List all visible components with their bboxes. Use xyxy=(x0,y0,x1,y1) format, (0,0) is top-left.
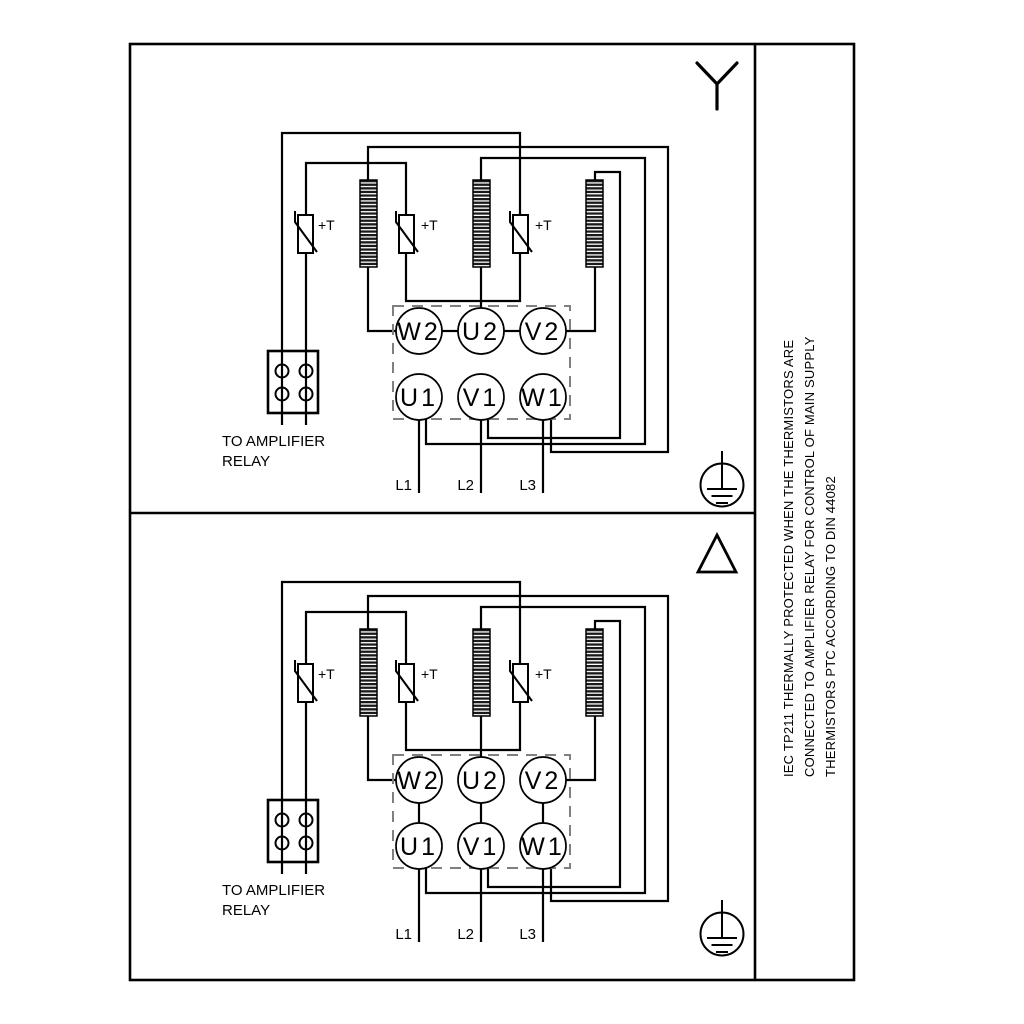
terminal-label-w2: W2 xyxy=(397,767,441,795)
relay-caption-line1: TO AMPLIFIER xyxy=(222,433,326,450)
supply-label-l3: L3 xyxy=(519,477,536,494)
relay-caption-line1: TO AMPLIFIER xyxy=(222,882,326,899)
thermistor-label: +T xyxy=(421,666,438,682)
terminal-label-w2: W2 xyxy=(397,318,441,346)
terminal-label-w1: W1 xyxy=(521,833,565,861)
thermistor-label: +T xyxy=(318,666,335,682)
supply-label-l3: L3 xyxy=(519,926,536,943)
terminal-label-u2: U2 xyxy=(462,318,500,346)
relay-caption-line2: RELAY xyxy=(222,902,271,919)
note-column xyxy=(781,336,838,777)
supply-label-l1: L1 xyxy=(395,926,412,943)
thermistor-label: +T xyxy=(421,217,438,233)
terminal-label-w1: W1 xyxy=(521,384,565,412)
terminal-label-u1: U1 xyxy=(400,833,438,861)
panel-star xyxy=(222,63,744,507)
delta-icon xyxy=(698,535,736,572)
star-icon xyxy=(697,63,737,109)
thermistor-label: +T xyxy=(535,666,552,682)
terminal-label-u2: U2 xyxy=(462,767,500,795)
terminal-label-u1: U1 xyxy=(400,384,438,412)
relay-caption-line2: RELAY xyxy=(222,453,271,470)
terminal-label-v2: V2 xyxy=(524,767,562,795)
terminal-label-v1: V1 xyxy=(462,384,500,412)
thermistor-label: +T xyxy=(318,217,335,233)
note-line-3: THERMISTORS PTC ACCORDING TO DIN 44082 xyxy=(823,476,838,777)
terminal-label-v1: V1 xyxy=(462,833,500,861)
thermistor-label: +T xyxy=(535,217,552,233)
supply-label-l2: L2 xyxy=(457,926,474,943)
note-line-1: IEC TP211 THERMALLY PROTECTED WHEN THE THERMISTORS ARE xyxy=(781,339,796,777)
note-line-2: CONNECTED TO AMPLIFIER RELAY FOR CONTROL OF MAIN SUPPLY xyxy=(802,336,817,777)
terminal-label-v2: V2 xyxy=(524,318,562,346)
panel-delta xyxy=(222,535,744,956)
supply-label-l1: L1 xyxy=(395,477,412,494)
supply-label-l2: L2 xyxy=(457,477,474,494)
